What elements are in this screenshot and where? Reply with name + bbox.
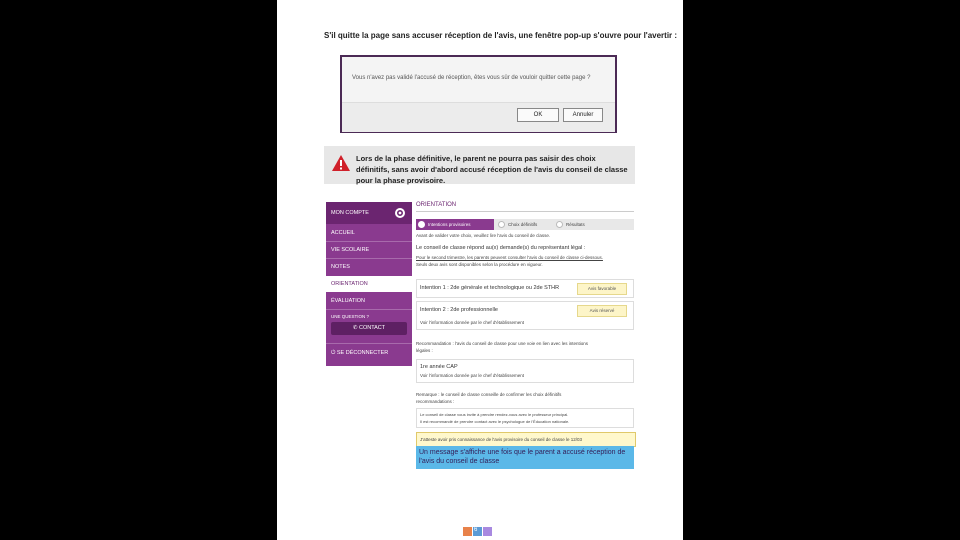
ok-button[interactable]: OK: [517, 108, 559, 122]
step-2[interactable]: Choix définitifs: [508, 222, 538, 227]
divider: [326, 309, 412, 310]
title-rule: [416, 211, 634, 212]
contact-button[interactable]: [331, 322, 407, 335]
sidebar-item-vie-scolaire[interactable]: VIE SCOLAIRE: [331, 247, 370, 253]
choice-label: Intention 2 : 2de professionnelle: [420, 307, 498, 313]
choice-card-2: [416, 301, 634, 330]
proposal-lead: Recommandation : l'avis du conseil de classe pour une voie en lien avec les intentions: [416, 341, 588, 346]
support-label: UNE QUESTION ?: [331, 314, 370, 319]
status-badge: Avis favorable: [577, 283, 627, 295]
lead-text: Le conseil de classe répond au(x) demande(s) du représentant légal :: [416, 245, 586, 251]
logout-label: SE DÉCONNECTER: [336, 350, 389, 356]
step-1[interactable]: Intentions provisoires: [428, 222, 471, 227]
rule-text: Pour le second trimestre, les parents peuvent consulter l'avis du conseil de classe ci-dessous.: [416, 255, 603, 260]
page-number: 6: [474, 527, 478, 533]
remark-line: Le conseil de classe vous invite à prendre rendez-vous avec le professeur principal.: [420, 412, 569, 417]
logout-button[interactable]: [331, 350, 388, 357]
sidebar-account[interactable]: MON COMPTE: [331, 210, 369, 216]
sidebar-item-accueil[interactable]: ACCUEIL: [331, 230, 355, 236]
remark-line: Il est recommandé de prendre contact avec le psychologue de l'Éducation nationale.: [420, 419, 570, 424]
acknowledgement-text: J'atteste avoir pris connaissance de l'avis provisoire du conseil de classe le 12/03: [420, 437, 583, 442]
document-page: [277, 0, 683, 540]
proposal-sub: légales :: [416, 348, 433, 353]
contact-label: CONTACT: [358, 325, 386, 331]
warning-box: [324, 146, 635, 184]
divider: [326, 258, 412, 259]
page-title: ORIENTATION: [416, 202, 457, 208]
choice-card-1: [416, 279, 634, 298]
callout-text: Un message s'affiche une fois que le parent a accusé réception de l'avis du conseil de classe: [419, 449, 626, 465]
leave-page-dialog: [340, 55, 617, 133]
step-3[interactable]: Résultats: [566, 222, 585, 227]
rule-text: Seuls deux avis sont disponibles selon la procédure en vigueur.: [416, 262, 543, 267]
proposal-note: Voir l'information donnée par le chef d'établissement: [420, 373, 525, 378]
remark-sub: recommandations :: [416, 399, 455, 404]
remark-card: [416, 408, 634, 428]
dialog-message: Vous n'avez pas validé l'accusé de réception, êtes vous sûr de vouloir quitter cette page ?: [352, 75, 591, 81]
logout-icon: ⏻: [331, 350, 337, 356]
sidebar: [326, 202, 412, 366]
divider: [326, 343, 412, 344]
remark-lead: Remarque : le conseil de classe conseille de confirmer les choix définitifs: [416, 392, 562, 397]
proposal-card: [416, 359, 634, 383]
sidebar-item-evaluation[interactable]: ÉVALUATION: [331, 298, 366, 304]
status-badge: Avis réservé: [577, 305, 627, 317]
choice-note: Voir l'information donnée par le chef d'établissement: [420, 320, 525, 325]
sidebar-item-orientation[interactable]: ORIENTATION: [331, 281, 368, 287]
phone-icon: ✆: [352, 325, 359, 331]
proposal-label: 1re année CAP: [420, 364, 458, 370]
footer-square-purple: [483, 527, 492, 536]
step-dot: [418, 221, 425, 228]
warning-icon: [331, 154, 351, 172]
intro-text: Avant de valider votre choix, veuillez lire l'avis du conseil de classe.: [416, 233, 551, 238]
footer-square-orange: [463, 527, 472, 536]
acknowledgement-note: [416, 432, 636, 447]
section-heading: S'il quitte la page sans accuser réception de l'avis, une fenêtre pop-up s'ouvre pour l'avertir :: [324, 31, 678, 40]
divider: [326, 241, 412, 242]
gear-icon[interactable]: [394, 207, 406, 219]
callout-box: [416, 446, 634, 469]
cancel-button[interactable]: Annuler: [563, 108, 603, 122]
main-panel: [416, 202, 636, 496]
choice-label: Intention 1 : 2de générale et technologique ou 2de STHR: [420, 285, 560, 291]
sidebar-item-notes[interactable]: NOTES: [331, 264, 350, 270]
step-dot: [498, 221, 505, 228]
warning-text: Lors de la phase définitive, le parent ne pourra pas saisir des choix définitifs, sans avoir d'abord accusé réception de l'avis du conseil de classe pour la phase provisoire.: [356, 154, 628, 185]
portal-screenshot: [326, 202, 636, 496]
step-dot: [556, 221, 563, 228]
